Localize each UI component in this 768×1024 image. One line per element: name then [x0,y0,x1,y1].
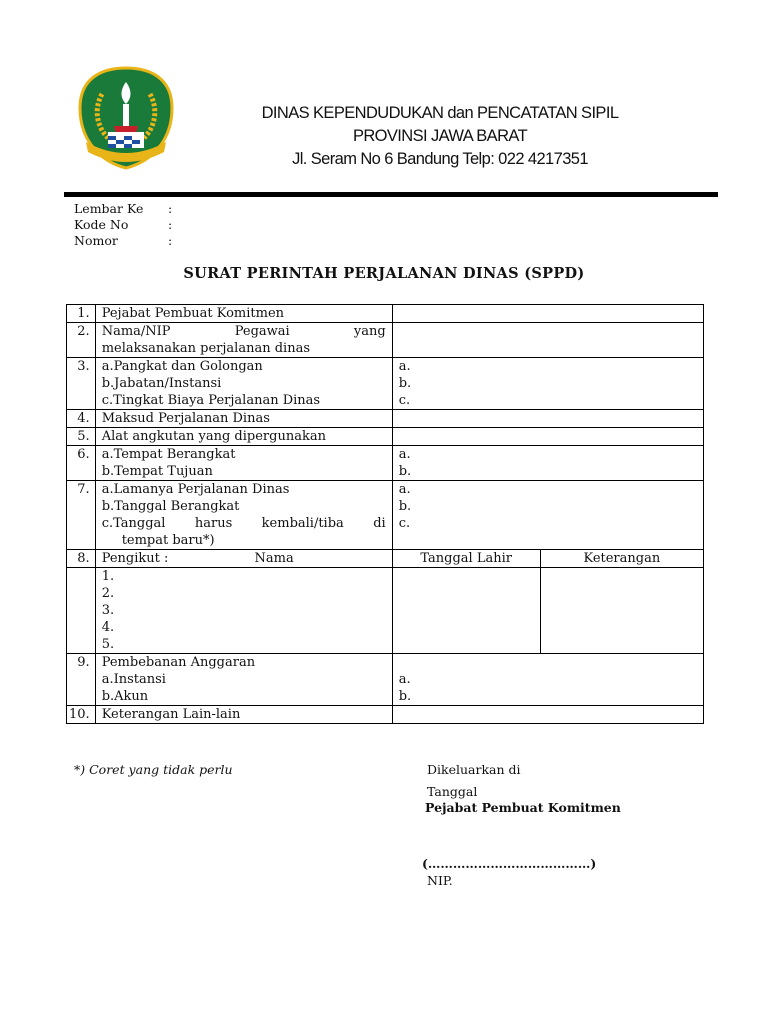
row-number: 10. [67,706,96,724]
row-number: 8. [67,550,96,568]
sub-item: a.Tempat Berangkat [101,447,236,462]
document-title: SURAT PERINTAH PERJALANAN DINAS (SPPD) [183,265,585,282]
row-value-field[interactable] [392,706,703,724]
sub-item: c. Tanggal harus kembali/tiba di [101,516,386,531]
header-agency-name: DINAS KEPENDUDUKAN dan PENCATATAN SIPIL [261,104,619,122]
sub-item: b.Tanggal Berangkat [101,499,240,514]
signature-placeholder: (…………………………………) [422,856,597,871]
row-number: 9. [67,654,96,706]
row-number: 2. [67,323,96,358]
row-label: Pejabat Pembuat Komitmen [95,305,392,323]
row-label: Keterangan Lain-lain [95,706,392,724]
form-row-3 [67,358,704,410]
meta-separator: : [168,233,173,248]
sub-item: c.Tingkat Biaya Perjalanan Dinas [101,393,321,408]
issued-at-label: Dikeluarkan di [427,762,521,777]
meta-label: Lembar Ke [74,201,144,216]
row-number: 7. [67,481,96,550]
sub-item: a.Pangkat dan Golongan [101,359,263,374]
column-header-dob: Tanggal Lahir [392,550,540,568]
row-label: Nama/NIP Pegawai yang [101,324,386,339]
sub-item: b.Akun [101,689,149,704]
meta-row [74,233,173,248]
row-number: 4. [67,410,96,428]
sppd-form-table [66,304,704,724]
sub-item: b.Tempat Tujuan [101,464,213,479]
footnote: *) Coret yang tidak perlu [74,762,233,777]
meta-separator: : [168,201,173,216]
row-number: 3. [67,358,96,410]
row-label: Alat angkutan yang dipergunakan [95,428,392,446]
form-row-1 [67,305,704,323]
nip-label: NIP. [427,873,453,888]
row-value-field[interactable] [392,428,703,446]
form-row-8-header [67,550,704,568]
sub-item: a.Instansi [101,672,166,687]
date-label: Tanggal [427,784,478,799]
row-label: Maksud Perjalanan Dinas [95,410,392,428]
list-item: 2. [101,586,115,601]
form-row-4 [67,410,704,428]
list-item: 4. [101,620,115,635]
sub-item: a.Lamanya Perjalanan Dinas [101,482,290,497]
meta-separator: : [168,217,173,232]
form-row-9 [67,654,704,706]
follower-names-field[interactable] [95,568,392,654]
row-value-field[interactable]: a. b. [392,654,703,706]
official-title: Pejabat Pembuat Komitmen [425,800,621,815]
sub-item: b.Jabatan/Instansi [101,376,222,391]
column-header-note: Keterangan [540,550,703,568]
form-row-10 [67,706,704,724]
list-item: 5. [101,637,115,652]
form-row-6 [67,446,704,481]
follower-note-field[interactable] [540,568,703,654]
row-label: Pengikut : [101,551,169,566]
header-province: PROVINSI JAWA BARAT [352,127,528,145]
row-number: 1. [67,305,96,323]
header-divider [64,192,718,197]
row-label: melaksanakan perjalanan dinas [101,341,310,356]
province-emblem-logo [72,64,180,172]
meta-label: Kode No [74,217,129,232]
row-number: 6. [67,446,96,481]
row-value-field[interactable]: a. b. c. [392,358,703,410]
meta-label: Nomor [74,233,118,248]
list-item: 3. [101,603,115,618]
form-row-2 [67,323,704,358]
row-value-field[interactable]: a. b. c. [392,481,703,550]
row-label: Pembebanan Anggaran [101,655,256,670]
row-value-field[interactable]: a. b. [392,446,703,481]
column-header-name: Nama [254,551,294,566]
form-row-8-items [67,568,704,654]
meta-row [74,217,173,232]
row-value-field[interactable] [392,305,703,323]
follower-dob-field[interactable] [392,568,540,654]
row-number: 5. [67,428,96,446]
header-address: Jl. Seram No 6 Bandung Telp: 022 4217351 [292,150,588,168]
row-value-field[interactable] [392,323,703,358]
form-row-7: 7. a.Lamanya Perjalanan Dinas b.Tanggal Berangkat c. Tanggal harus kembali/tiba di tempat baru*) a. b. c. [67,481,704,550]
row-value-field[interactable] [392,410,703,428]
meta-row [74,201,173,216]
form-row-5 [67,428,704,446]
list-item: 1. [101,569,115,584]
